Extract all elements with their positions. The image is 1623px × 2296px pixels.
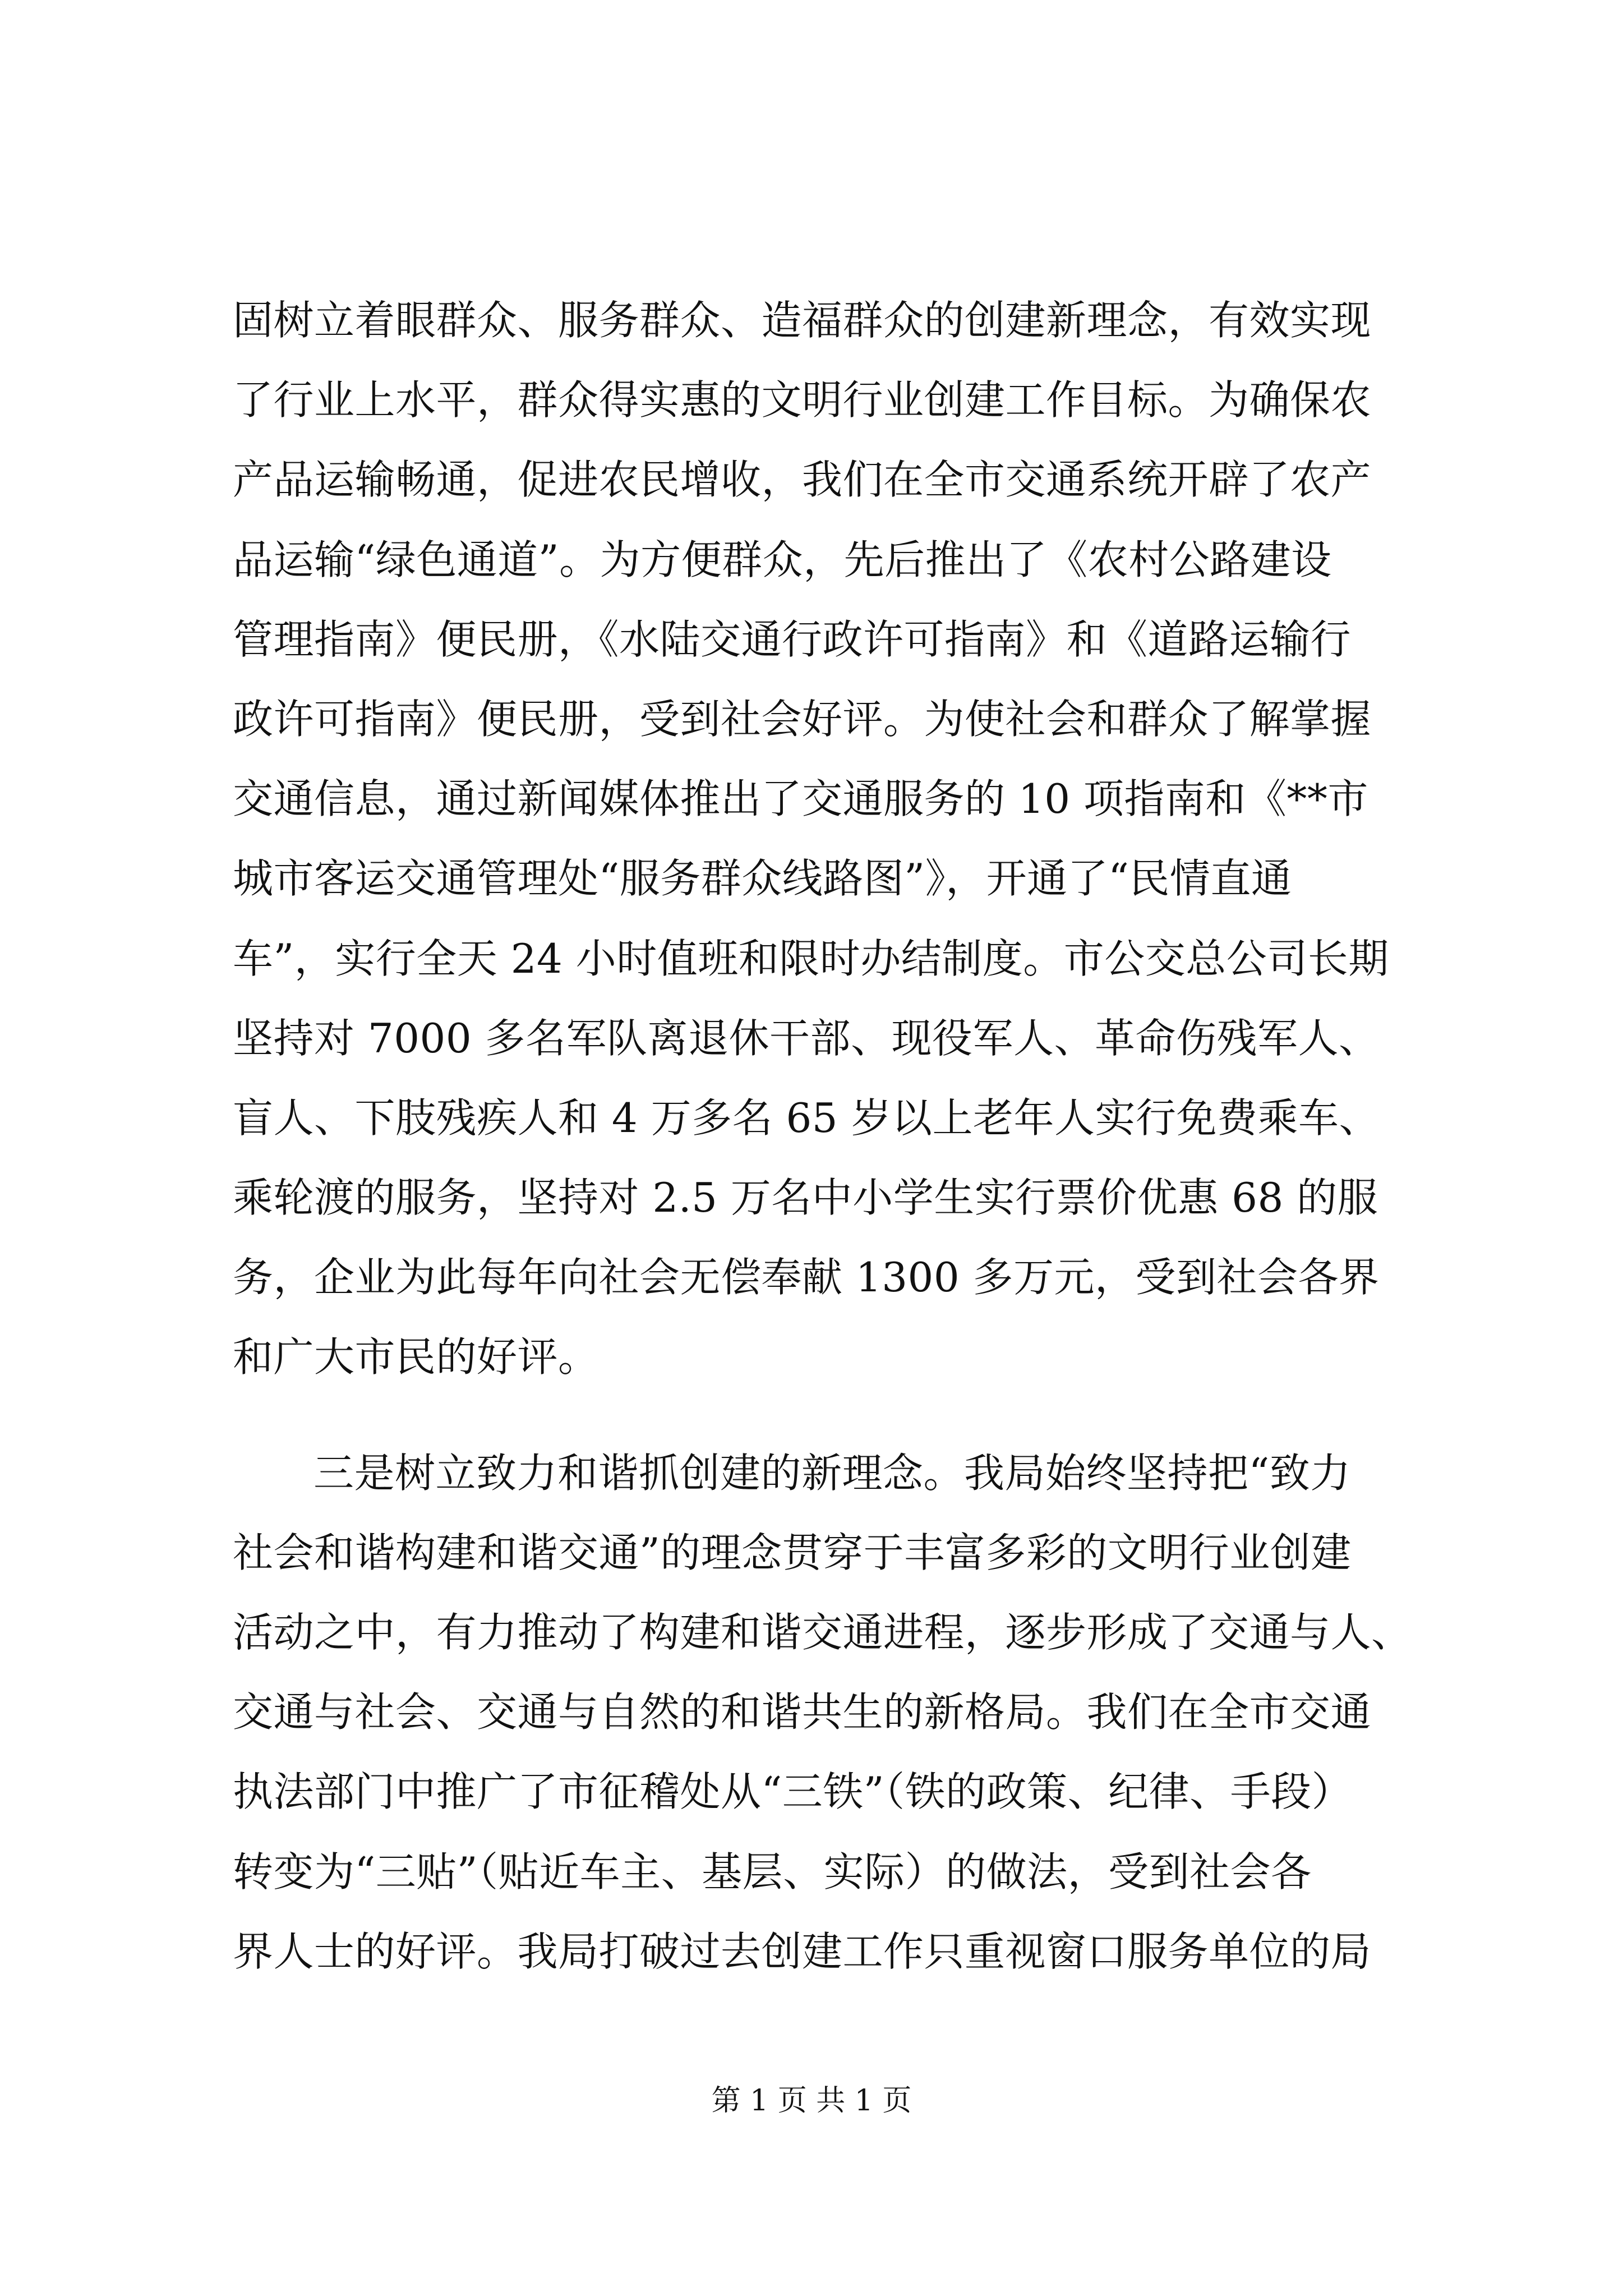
- paragraph-2: [233, 1433, 1412, 1991]
- text-line: 坚持对 7000 多名军队离退休干部、现役军人、革命伤残军人、: [233, 1014, 1380, 1062]
- text-line: 管理指南》便民册，《水陆交通行政许可指南》和《道路运输行: [233, 615, 1352, 663]
- text-line: 政许可指南》便民册，受到社会好评。为使社会和群众了解掌握: [233, 695, 1372, 743]
- text-line: 活动之中，有力推动了构建和谐交通进程，逐步形成了交通与人、: [233, 1609, 1412, 1656]
- text-line: 执法部门中推广了市征稽处从“三铁”（铁的政策、纪律、手段）: [233, 1768, 1353, 1816]
- text-line: 务，企业为此每年向社会无偿奉献 1300 多万元，受到社会各界: [233, 1254, 1380, 1301]
- text-line: 城市客运交通管理处“服务群众线路图”》，开通了“民情直通: [233, 855, 1292, 903]
- text-line: 社会和谐构建和谐交通”的理念贯穿于丰富多彩的文明行业创建: [233, 1529, 1352, 1576]
- text-line: 车”，实行全天 24 小时值班和限时办结制度。市公交总公司长期: [233, 935, 1389, 982]
- text-line: 交通与社会、交通与自然的和谐共生的新格局。我们在全市交通: [233, 1688, 1372, 1736]
- text-line: 盲人、下肢残疾人和 4 万多名 65 岁以上老年人实行免费乘车、: [233, 1094, 1380, 1142]
- text-line: 转变为“三贴”（贴近车主、基层、实际）的做法，受到社会各: [233, 1848, 1312, 1895]
- paragraph-1: [233, 280, 1405, 1397]
- text-line: 固树立着眼群众、服务群众、造福群众的创建新理念，有效实现: [233, 297, 1372, 344]
- paragraph-gap: [233, 1397, 1405, 1433]
- text-line: 交通信息，通过新闻媒体推出了交通服务的 10 项指南和《**市: [233, 775, 1368, 823]
- page-number-footer: 第 1 页 共 1 页: [711, 2084, 912, 2118]
- text-line: 了行业上水平，群众得实惠的文明行业创建工作目标。为确保农: [233, 376, 1372, 424]
- text-line: 乘轮渡的服务，坚持对 2.5 万名中小学生实行票价优惠 68 的服: [233, 1174, 1378, 1222]
- text-line: 产品运输畅通，促进农民增收，我们在全市交通系统开辟了农产: [233, 456, 1372, 504]
- text-line: 和广大市民的好评。: [233, 1333, 599, 1381]
- text-line: 三是树立致力和谐抓创建的新理念。我局始终坚持把“致力: [313, 1449, 1351, 1497]
- text-line: 品运输“绿色通道”。为方便群众，先后推出了《农村公路建设: [233, 536, 1332, 583]
- text-line: 界人士的好评。我局打破过去创建工作只重视窗口服务单位的局: [233, 1927, 1372, 1975]
- document-body: [233, 280, 1412, 1991]
